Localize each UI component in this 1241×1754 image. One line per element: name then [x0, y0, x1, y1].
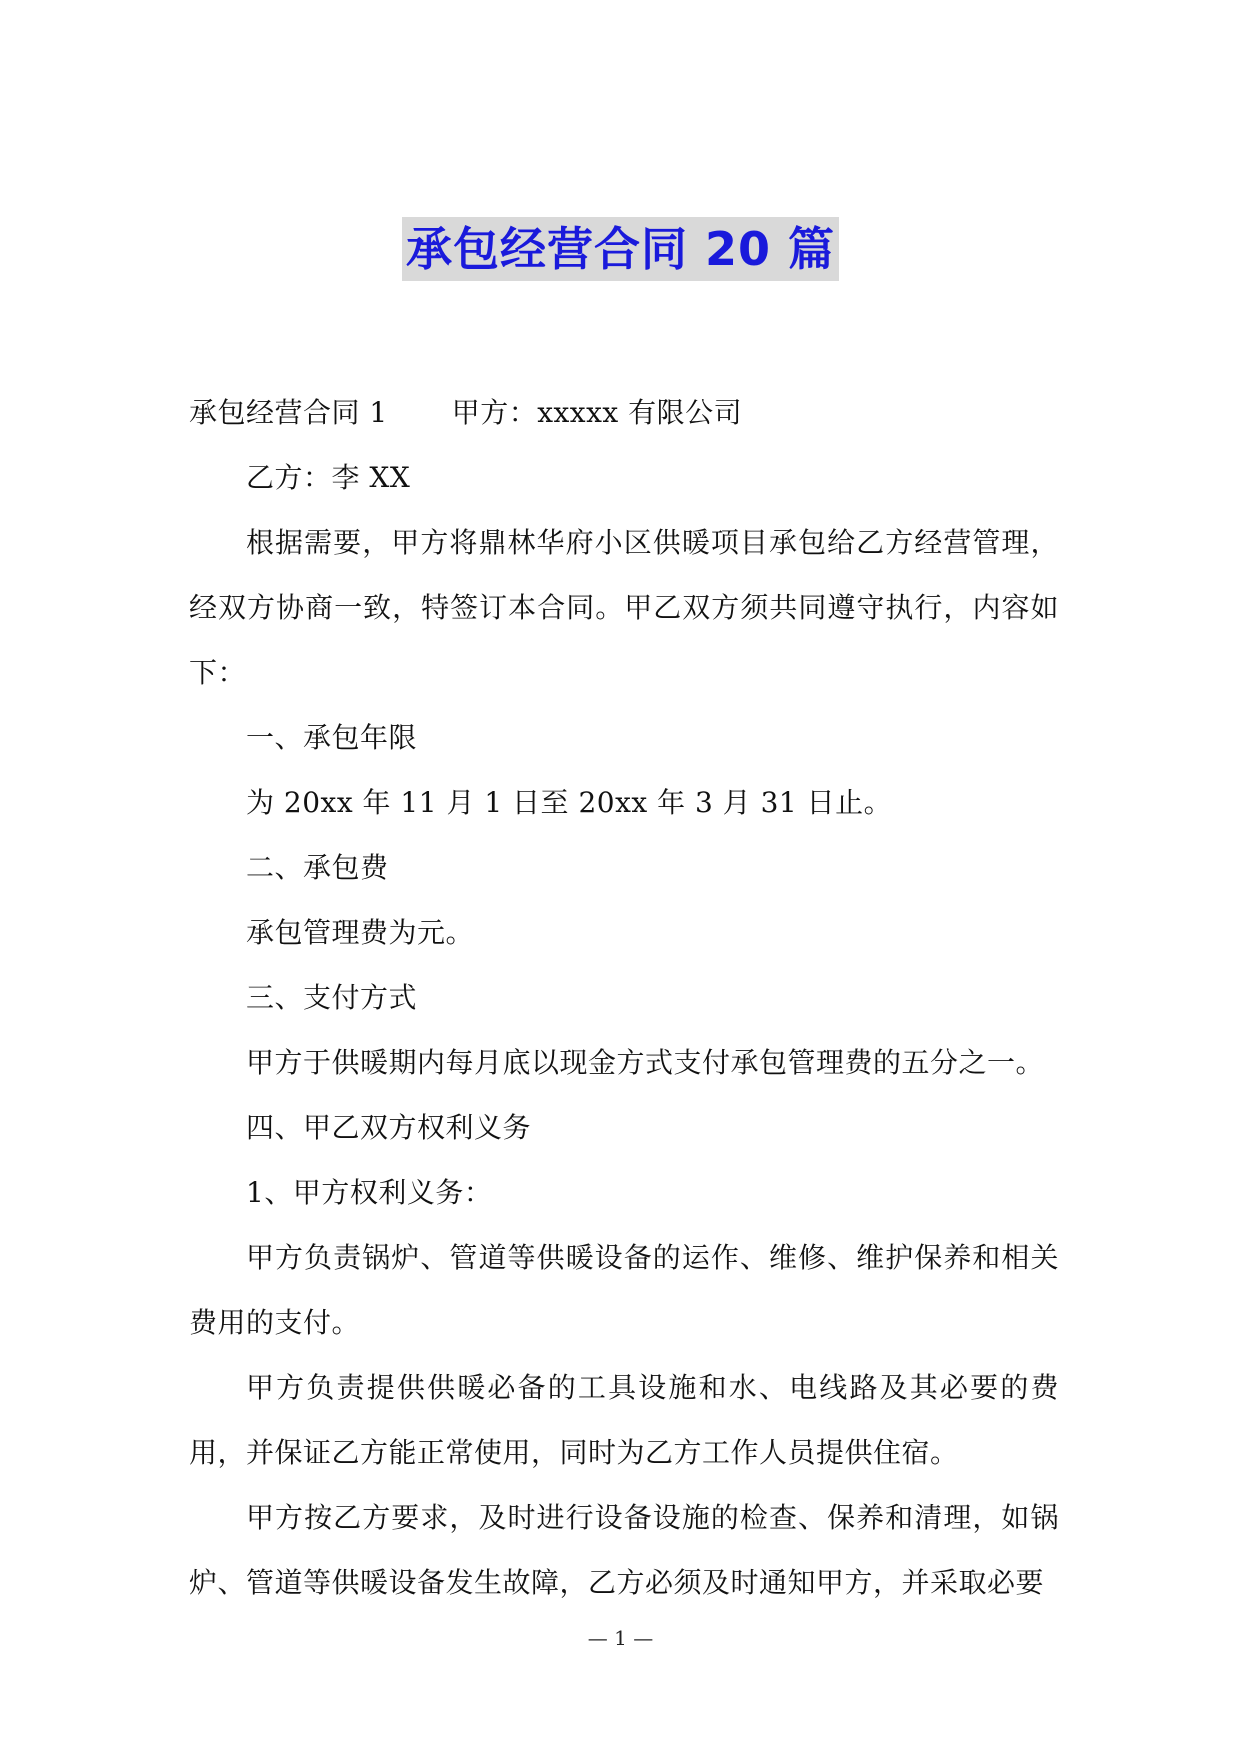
- title-container: [0, 217, 1241, 281]
- document-body: [189, 380, 1059, 1615]
- section-heading-term: 一、承包年限: [246, 721, 418, 754]
- party-b: 乙方：李 XX: [246, 461, 411, 494]
- fee-paragraph: 承包管理费为元。: [246, 916, 475, 949]
- document-title: 承包经营合同 20 篇: [402, 217, 839, 281]
- section-heading-fee: 二、承包费: [246, 851, 389, 884]
- party-a: 甲方：xxxxx 有限公司: [451, 396, 743, 429]
- party-a-duty-paragraph-2: 甲方负责提供供暖必备的工具设施和水、电线路及其必要的费用，并保证乙方能正常使用，同时为乙方工作人员提供住宿。: [189, 1371, 1059, 1469]
- party-a-duty-paragraph-3: 甲方按乙方要求，及时进行设备设施的检查、保养和清理，如锅炉、管道等供暖设备发生故障，乙方必须及时通知甲方，并采取必要: [189, 1501, 1059, 1599]
- party-a-duty-paragraph-1: 甲方负责锅炉、管道等供暖设备的运作、维修、维护保养和相关费用的支付。: [189, 1241, 1059, 1339]
- page-number: — 1 —: [587, 1626, 654, 1650]
- intro-line: [189, 380, 1059, 445]
- payment-paragraph: 甲方于供暖期内每月底以现金方式支付承包管理费的五分之一。: [246, 1046, 1045, 1079]
- subheading-party-a-rights: 1、甲方权利义务：: [246, 1176, 493, 1209]
- preamble-paragraph: 根据需要，甲方将鼎林华府小区供暖项目承包给乙方经营管理，经双方协商一致，特签订本合同。甲乙双方须共同遵守执行，内容如下：: [189, 526, 1059, 689]
- section-heading-rights: 四、甲乙双方权利义务: [246, 1111, 532, 1144]
- term-paragraph: 为 20xx 年 11 月 1 日至 20xx 年 3 月 31 日止。: [246, 786, 893, 819]
- contract-label: 承包经营合同 1: [189, 396, 388, 429]
- section-heading-payment: 三、支付方式: [246, 981, 418, 1014]
